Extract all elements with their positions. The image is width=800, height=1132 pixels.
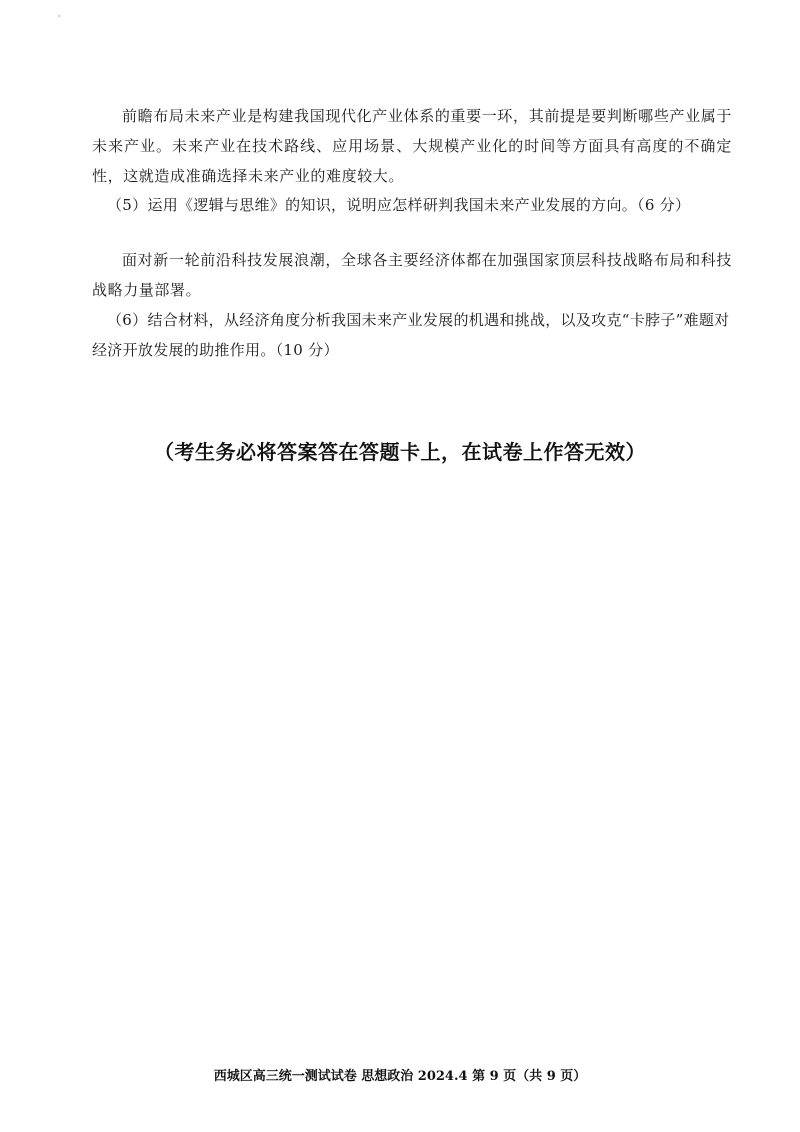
answer-notice: （考生务必将答案答在答题卡上，在试卷上作答无效） bbox=[154, 440, 646, 464]
question-5-text: （5）运用《逻辑与思维》的知识，说明应怎样研判我国未来产业发展的方向。（6 分） bbox=[107, 196, 691, 214]
passage-2-text: 面对新一轮前沿科技发展浪潮，全球各主要经济体都在加强国家顶层科技战略布局和科技战略力量部署。 bbox=[92, 251, 732, 299]
question-5 bbox=[92, 190, 732, 220]
question-6 bbox=[92, 305, 732, 365]
material-passage-1 bbox=[92, 101, 732, 191]
passage-1-text: 前瞻布局未来产业是构建我国现代化产业体系的重要一环，其前提是要判断哪些产业属于未来产业。未来产业在技术路线、应用场景、大规模产业化的时间等方面具有高度的不确定性，这就造成准确选择未来产业的难度较大。 bbox=[92, 107, 732, 185]
question-6-text: （6）结合材料，从经济角度分析我国未来产业发展的机遇和挑战，以及攻克“卡脖子”难题对经济开放发展的助推作用。（10 分） bbox=[92, 311, 730, 359]
corner-mark: ' bbox=[58, 14, 61, 23]
page-footer: 西城区高三统一测试试卷 思想政治 2024.4 第 9 页（共 9 页） bbox=[213, 1069, 587, 1084]
material-passage-2 bbox=[92, 245, 732, 305]
